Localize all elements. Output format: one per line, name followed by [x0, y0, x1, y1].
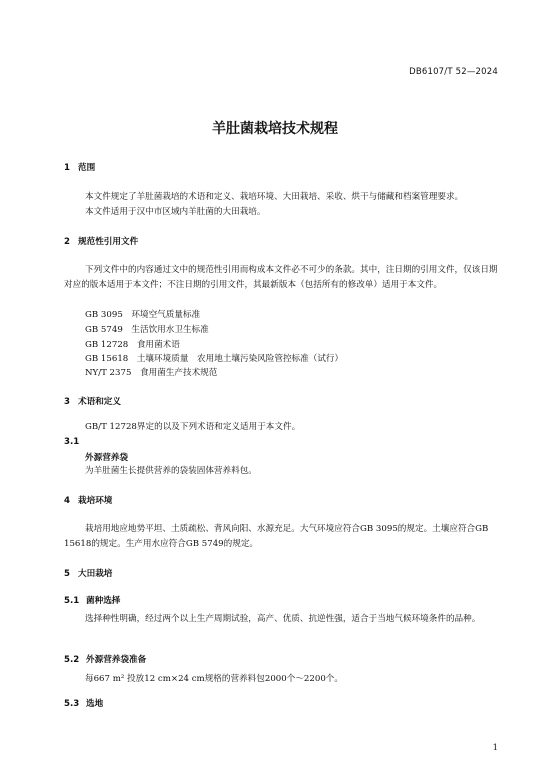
subsection-heading-5-2: 5.2 外源营养袋准备	[64, 655, 147, 665]
document-title: 羊肚菌栽培技术规程	[212, 121, 338, 137]
paragraph: 栽培用地应地势平坦、土质疏松、背风向阳、水源充足。大气环境应符合GB 3095的规定。土壤应符合GB 15618的规定。生产用水应符合GB 5749的规定。	[64, 524, 489, 549]
term-number: 3.1	[64, 437, 80, 447]
reference-item: GB 3095 环境空气质量标准	[85, 310, 201, 320]
paragraph: GB/T 12728界定的以及下列术语和定义适用于本文件。	[85, 422, 301, 432]
paragraph: 选择种性明确，经过两个以上生产周期试验，高产、优质、抗逆性强，适合于当地气候环境条件的品种。	[85, 614, 481, 624]
reference-item: GB 15618 土壤环境质量 农用地土壤污染风险管控标准（试行）	[85, 354, 344, 364]
subsection-heading-5-3: 5.3 选地	[64, 699, 104, 709]
document-id: DB6107/T 52—2024	[409, 67, 498, 77]
term-name: 外源营养袋	[85, 453, 128, 463]
paragraph: 下列文件中的内容通过文中的规范性引用而构成本文件必不可少的条款。其中，注日期的引用文件，仅该日期对应的版本适用于本文件；不注日期的引用文件，其最新版本（包括所有的修改单）适用于本文件。	[64, 265, 498, 290]
section-heading-2: 2 规范性引用文件	[64, 237, 139, 247]
reference-item: GB 12728 食用菌术语	[85, 340, 180, 350]
reference-item: NY/T 2375 食用菌生产技术规范	[85, 368, 218, 378]
paragraph: 本文件适用于汉中市区域内羊肚菌的大田栽培。	[85, 207, 266, 217]
section-heading-4: 4 栽培环境	[64, 496, 113, 506]
section-heading-5: 5 大田栽培	[64, 569, 113, 579]
term-definition: 为羊肚菌生长提供营养的袋装固体营养料包。	[85, 466, 257, 476]
page-number: 1	[492, 743, 498, 753]
paragraph: 每667 m² 投放12 cm×24 cm规格的营养料包2000个～2200个。	[85, 674, 343, 684]
section-heading-1: 1 范围	[64, 163, 96, 173]
section-heading-3: 3 术语和定义	[64, 397, 121, 407]
reference-item: GB 5749 生活饮用水卫生标准	[85, 325, 209, 335]
subsection-heading-5-1: 5.1 菌种选择	[64, 596, 121, 606]
paragraph: 本文件规定了羊肚菌栽培的术语和定义、栽培环境、大田栽培、采收、烘干与储藏和档案管理要求。	[85, 192, 464, 202]
